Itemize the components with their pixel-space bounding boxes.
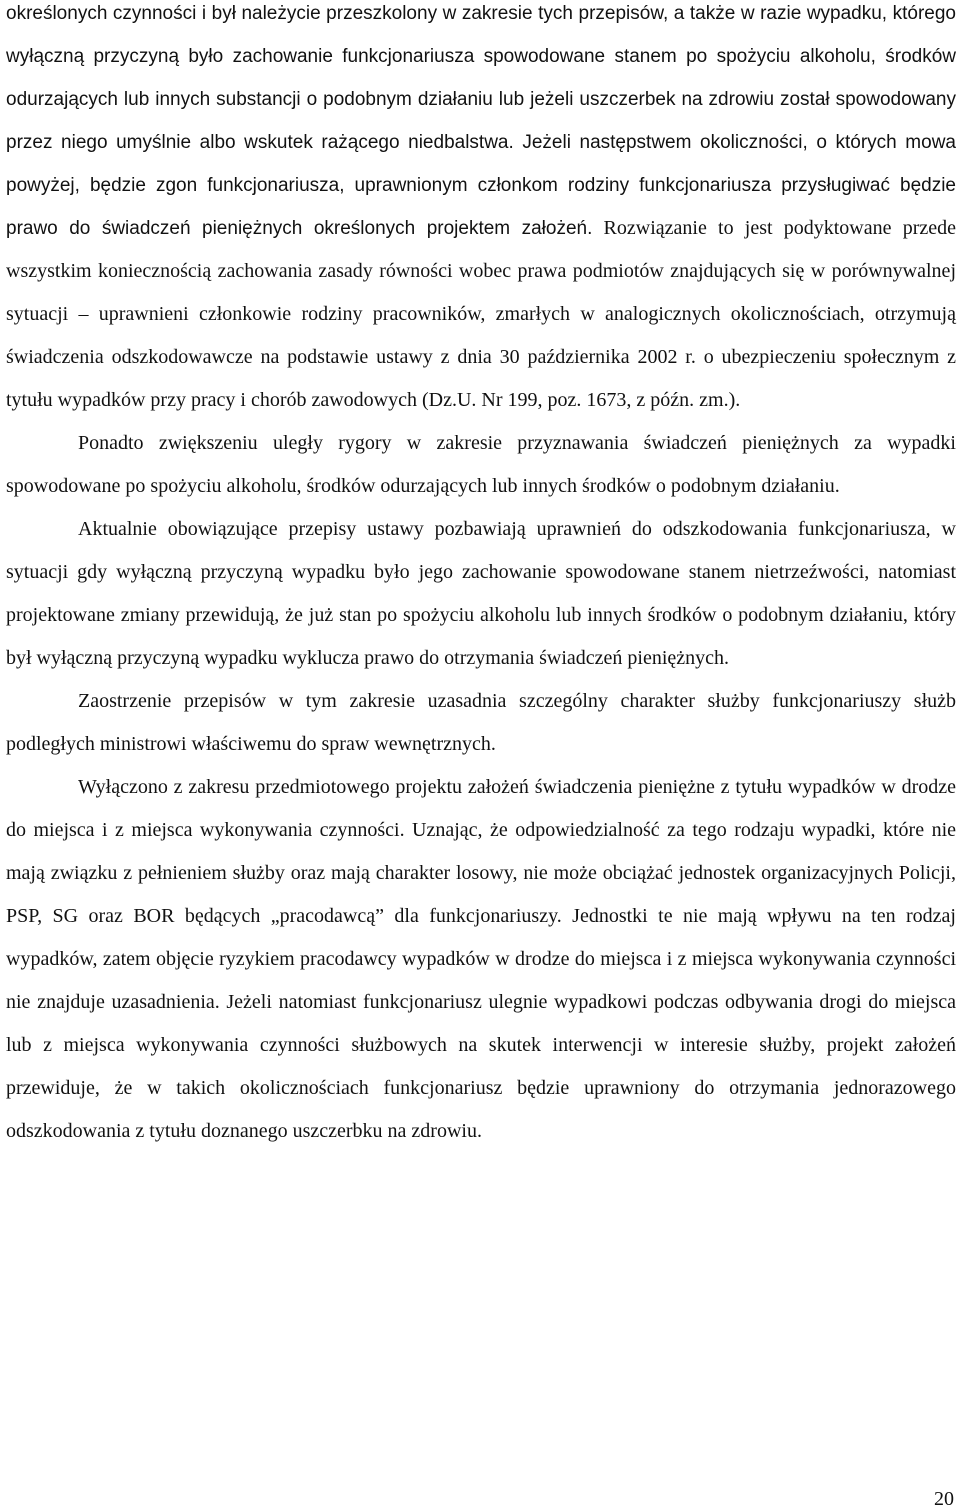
paragraph — [6, 422, 956, 508]
paragraph-text: określonych czynności i był należycie przeszkolony w zakresie tych przepisów, a także w razie wypadku, którego wyłączną przyczyną było zachowanie funkcjonariusza spowodowane stanem po spożyciu alkoholu, środków odurzających lub innych substancji o podobnym działaniu lub jeżeli uszczerbek na zdrowiu został spowodowany przez niego umyślnie albo wskutek rażącego niedbalstwa. Jeżeli następstwem okoliczności, o których mowa powyżej, będzie zgon funkcjonariusza, uprawnionym członkom rodziny funkcjonariusza przysługiwać będzie prawo do świadczeń pieniężnych określonych projektem założeń. — [6, 3, 956, 239]
paragraph — [6, 0, 956, 422]
document-body — [6, 0, 956, 1153]
paragraph-text: Ponadto zwiększeniu uległy rygory w zakresie przyznawania świadczeń pieniężnych za wypadki spowodowane po spożyciu alkoholu, środków odurzających lub innych środków o podobnym działaniu. — [6, 432, 956, 497]
paragraph — [6, 680, 956, 766]
paragraph — [6, 766, 956, 1153]
paragraph-text: Aktualnie obowiązujące przepisy ustawy pozbawiają uprawnień do odszkodowania funkcjonariusza, w sytuacji gdy wyłączną przyczyną wypadku było jego zachowanie spowodowane stanem nietrzeźwości, natomiast projektowane zmiany przewidują, że już stan po spożyciu alkoholu lub innych środków o podobnym działaniu, który był wyłączną przyczyną wypadku wyklucza prawo do otrzymania świadczeń pieniężnych. — [6, 518, 956, 669]
page-number: 20 — [934, 1488, 954, 1510]
paragraph — [6, 508, 956, 680]
paragraph-text: Rozwiązanie to jest podyktowane przede wszystkim koniecznością zachowania zasady równości wobec prawa podmiotów znajdujących się w porównywalnej sytuacji – uprawnieni członkowie rodziny pracowników, zmarłych w analogicznych okolicznościach, otrzymują świadczenia odszkodowawcze na podstawie ustawy z dnia 30 października 2002 r. o ubezpieczeniu społecznym z tytułu wypadków przy pracy i chorób zawodowych (Dz.U. Nr 199, poz. 1673, z późn. zm.). — [6, 217, 956, 411]
paragraph-text: Zaostrzenie przepisów w tym zakresie uzasadnia szczególny charakter służby funkcjonariuszy służb podległych ministrowi właściwemu do spraw wewnętrznych. — [6, 690, 956, 755]
paragraph-text: Wyłączono z zakresu przedmiotowego projektu założeń świadczenia pieniężne z tytułu wypadków w drodze do miejsca i z miejsca wykonywania czynności. Uznając, że odpowiedzialność za tego rodzaju wypadki, które nie mają związku z pełnieniem służby oraz mają charakter losowy, nie może obciążać jednostek organizacyjnych Policji, PSP, SG oraz BOR będących „pracodawcą” dla funkcjonariuszy. Jednostki te nie mają wpływu na ten rodzaj wypadków, zatem objęcie ryzykiem pracodawcy wypadków w drodze do miejsca i z miejsca wykonywania czynności nie znajduje uzasadnienia. Jeżeli natomiast funkcjonariusz ulegnie wypadkowi podczas odbywania drogi do miejsca lub z miejsca wykonywania czynności służbowych na skutek interwencji w interesie służby, projekt założeń przewiduje, że w takich okolicznościach funkcjonariusz będzie uprawniony do otrzymania jednorazowego odszkodowania z tytułu doznanego uszczerbku na zdrowiu. — [6, 776, 956, 1142]
